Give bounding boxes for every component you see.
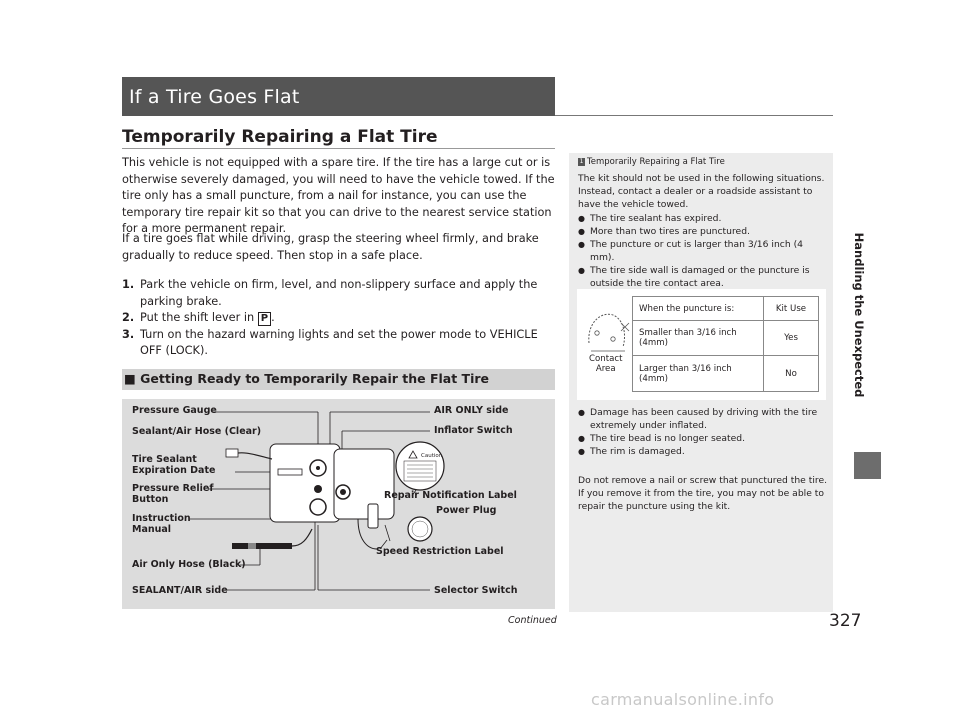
table-header: When the puncture is: [633, 297, 764, 321]
repair-kit-diagram [122, 399, 555, 609]
cell-line: Larger than 3/16 inch [639, 363, 732, 374]
label-line: Expiration Date [132, 465, 216, 476]
label-air-only-side: AIR ONLY side [434, 405, 509, 416]
watermark: carmanualsonline.info [591, 690, 775, 709]
label-air-only-hose: Air Only Hose (Black) [132, 559, 246, 570]
square-marker-icon: ■ [124, 371, 136, 386]
step-number: 2. [122, 311, 135, 324]
step-1 [122, 277, 556, 310]
subsection-title-text: Getting Ready to Temporarily Repair the Flat Tire [140, 371, 490, 386]
label-instruction-manual [132, 513, 191, 535]
step-2 [122, 310, 556, 327]
label-inflator-switch: Inflator Switch [434, 425, 513, 436]
table-row [633, 356, 819, 392]
note-intro: The kit should not be used in the following situations. Instead, contact a dealer or a roadside assistant to have the vehicle towed. [578, 173, 825, 210]
table-header: Kit Use [764, 297, 819, 321]
intro-paragraph-2: If a tire goes flat while driving, grasp the steering wheel firmly, and brake gradually to reduce speed. Then stop in a safe place. [122, 232, 539, 262]
side-tab-block [854, 452, 881, 479]
side-tab [844, 190, 874, 440]
label-selector-switch: Selector Switch [434, 585, 518, 596]
note-bullet: ● The tire sealant has expired. [578, 212, 828, 225]
cell-line: (4mm) [639, 338, 668, 348]
step-text: Put the shift lever in [140, 311, 258, 324]
note-heading [578, 157, 725, 167]
table-cell [633, 356, 764, 392]
caution-text: Caution [421, 453, 443, 459]
steps-list [122, 277, 556, 360]
cell-line: Smaller than 3/16 inch [639, 328, 737, 338]
label-line: Manual [132, 524, 172, 535]
subsection-title [124, 371, 489, 386]
label-sealant-air-hose: Sealant/Air Hose (Clear) [132, 426, 262, 437]
label-power-plug: Power Plug [436, 505, 497, 516]
label-tire-sealant-expiration [132, 454, 215, 476]
note-bullet: ● The tire bead is no longer seated. [578, 432, 828, 445]
note-bullet: ● The tire side wall is damaged or the puncture is outside the tire contact area. [578, 264, 828, 290]
step-text-end: . [271, 311, 275, 324]
label-line: Pressure Relief [132, 483, 214, 494]
note-bullets-2 [578, 406, 828, 458]
label-repair-notification: Repair Notification Label [384, 490, 517, 501]
title-rule [555, 115, 833, 116]
note-tag: 1 [579, 158, 584, 165]
cell-line: (4mm) [639, 373, 668, 384]
step-3 [122, 327, 556, 360]
label-sealant-air-side: SEALANT/AIR side [132, 585, 228, 596]
table-header-row [633, 297, 819, 321]
note-bullet: ● The puncture or cut is larger than 3/16 inch (4 mm). [578, 238, 828, 264]
note-bullet: ● More than two tires are punctured. [578, 225, 828, 238]
note-heading-text: Temporarily Repairing a Flat Tire [587, 157, 725, 167]
side-tab-label: Handling the Unexpected [852, 232, 866, 398]
note-bullet: ● The rim is damaged. [578, 445, 828, 458]
section-rule [122, 148, 555, 149]
park-position-key: P [258, 312, 271, 326]
continued-label: Continued [508, 615, 557, 626]
label-pressure-gauge: Pressure Gauge [132, 405, 217, 416]
label-line: Button [132, 494, 169, 505]
step-text: Park the vehicle on firm, level, and non-slippery surface and apply the parking brake. [140, 278, 538, 308]
table-row [633, 321, 819, 356]
table-cell: Yes [764, 321, 819, 356]
contact-area-label [589, 354, 622, 374]
table-cell: No [764, 356, 819, 392]
intro-paragraph-1: This vehicle is not equipped with a spare tire. If the tire has a large cut or is otherwise severely damaged, you will need to have the vehicle towed. If the tire only has a small puncture, from a nail for instance, you can use the temporary tire repair kit so that you can drive to the nearest service station for a more permanent repair. [122, 156, 555, 235]
step-number: 1. [122, 278, 135, 291]
label-pressure-relief-button [132, 483, 213, 505]
label-line: Instruction [132, 513, 191, 524]
label-line: Tire Sealant [132, 454, 197, 465]
label-speed-restriction: Speed Restriction Label [376, 546, 504, 557]
step-text: Turn on the hazard warning lights and set the power mode to VEHICLE OFF (LOCK). [140, 327, 538, 357]
page-title: If a Tire Goes Flat [129, 86, 300, 108]
label-line: Area [595, 364, 616, 374]
step-number: 3. [122, 327, 135, 341]
note-bullet: ● Damage has been caused by driving with the tire extremely under inflated. [578, 406, 828, 432]
note-bullets [578, 212, 828, 290]
puncture-size-table [632, 296, 819, 392]
note-closing: Do not remove a nail or screw that punctured the tire. If you remove it from the tire, you may not be able to repair the puncture using the kit. [578, 475, 828, 512]
table-cell [633, 321, 764, 356]
label-line: Contact [589, 354, 623, 364]
page-number: 327 [829, 611, 862, 631]
section-title: Temporarily Repairing a Flat Tire [122, 127, 438, 147]
